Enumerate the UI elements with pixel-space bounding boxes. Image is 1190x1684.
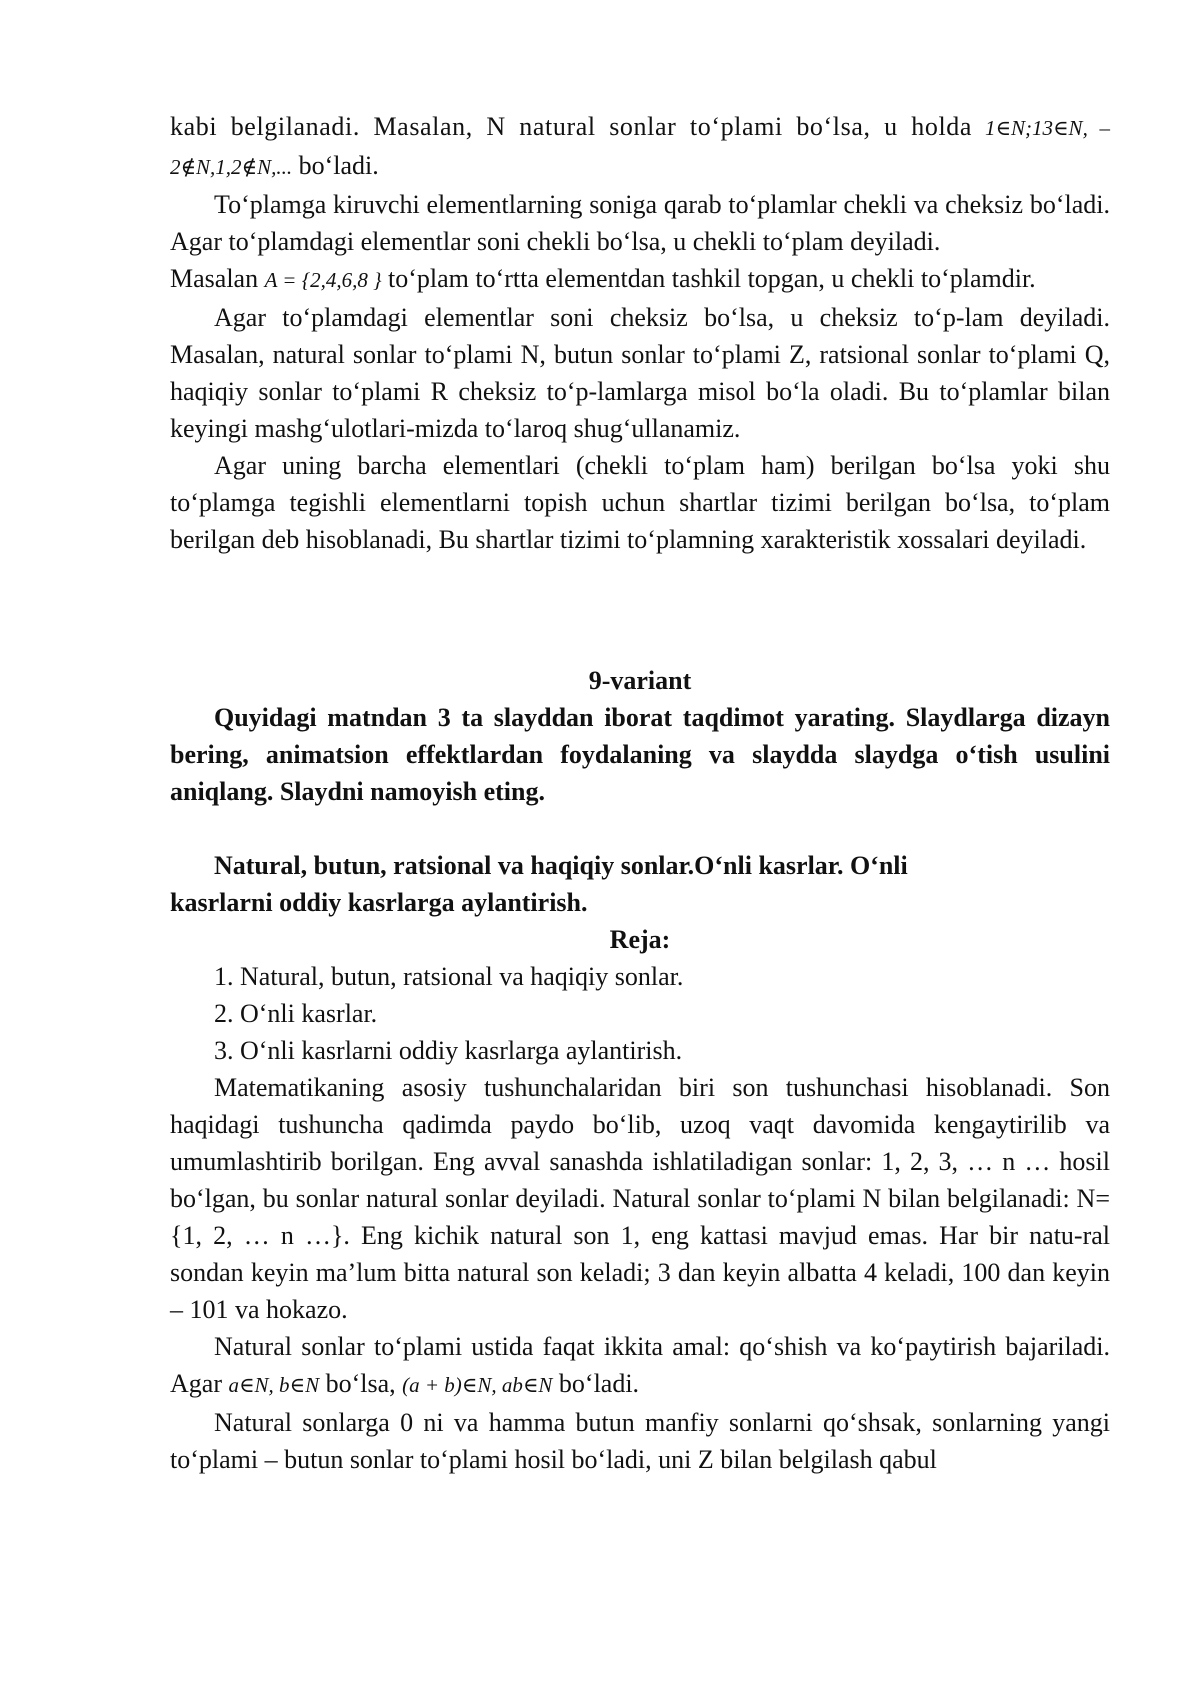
- math-expression: A = {2,4,6,8 }: [264, 268, 382, 292]
- variant-title: 9-variant: [588, 666, 692, 695]
- paragraph-operations: [170, 1328, 1110, 1404]
- paragraph-text: Natural sonlar to‘plami ustida faqat ikkita amal: qo‘shish va ko‘paytirish bajariladi. Agar: [170, 1332, 1110, 1398]
- spacer: [170, 810, 1110, 847]
- paragraph-text: to‘plam to‘rtta elementdan tashkil topgan, u chekli to‘plamdir.: [381, 264, 1036, 293]
- plan-item: 3. O‘nli kasrlarni oddiy kasrlarga aylantirish.: [214, 1036, 683, 1065]
- paragraph-finite-sets: To‘plamga kiruvchi elementlarning soniga qarab to‘plamlar chekli va cheksiz bo‘ladi. Agar to‘plamdagi elementlar soni chekli bo‘lsa, u chekli to‘plam deyiladi.: [170, 190, 1110, 256]
- math-expression: 1∈N;13∈N, – 2∉N,1,2∉N,...: [170, 116, 1111, 179]
- spacer: [170, 558, 1110, 662]
- paragraph-text: bo‘ladi.: [292, 151, 379, 180]
- paragraph-characteristic-properties: Agar uning barcha elementlari (chekli to‘plam ham) berilgan bo‘lsa yoki shu to‘plamga tegishli elementlarni topish uchun shartlar tizimi berilgan bo‘lsa, to‘plam berilgan deb hisoblanadi, Bu shartlar tizimi to‘plamning xarakteristik xossalari deyiladi.: [170, 451, 1110, 554]
- plan-item: 1. Natural, butun, ratsional va haqiqiy sonlar.: [214, 962, 684, 991]
- plan-title: Reja:: [609, 925, 671, 954]
- paragraph-integers: Natural sonlarga 0 ni va hamma butun manfiy sonlarni qo‘shsak, sonlarning yangi to‘plami – butun sonlar to‘plami hosil bo‘ladi, uni Z bilan belgilash qabul: [170, 1408, 1110, 1474]
- paragraph-text: bo‘ladi.: [552, 1369, 640, 1398]
- plan-item: 2. O‘nli kasrlar.: [214, 999, 378, 1028]
- paragraph-natural-numbers: Matematikaning asosiy tushunchalaridan biri son tushunchasi hisoblanadi. Son haqidagi tushuncha qadimda paydo bo‘lib, uzoq vaqt davomida kengaytirilib va umumlashtirib borilgan. Eng avval sanashda ishlatiladigan sonlar: 1, 2, 3, … n … hosil bo‘lgan, bu sonlar natural sonlar deyiladi. Natural sonlar to‘plami N bilan belgilanadi: N= {1, 2, … n …}. Eng kichik natural son 1, eng kattasi mavjud emas. Har bir natu-ral sondan keyin ma’lum bitta natural son keladi; 3 dan keyin albatta 4 keladi, 100 dan keyin – 101 va hokazo.: [170, 1073, 1110, 1324]
- paragraph-text: kabi belgilanadi. Masalan, N natural sonlar to‘plami bo‘lsa, u holda: [170, 112, 973, 141]
- paragraph-text: Masalan: [170, 264, 265, 293]
- paragraph-infinite-sets: Agar to‘plamdagi elementlar soni cheksiz bo‘lsa, u cheksiz to‘p-lam deyiladi. Masalan, natural sonlar to‘plami N, butun sonlar to‘plami Z, ratsional sonlar to‘plami Q, haqiqiy sonlar to‘plami R cheksiz to‘p-lamlarga misol bo‘la oladi. Bu to‘plamlar bilan keyingi mashg‘ulotlari-mizda to‘laroq shug‘ullanamiz.: [170, 303, 1110, 443]
- paragraph-finite-example: [170, 260, 1110, 299]
- math-expression: (a + b)∈N, ab∈N: [402, 1373, 553, 1397]
- topic-title-line2: kasrlarni oddiy kasrlarga aylantirish.: [170, 888, 588, 917]
- document-page: [170, 108, 1110, 1478]
- math-expression: a∈N, b∈N: [228, 1373, 320, 1397]
- paragraph-set-notation: [170, 108, 1110, 186]
- topic-title-line1: Natural, butun, ratsional va haqiqiy sonlar.O‘nli kasrlar. O‘nli: [214, 851, 908, 880]
- paragraph-text: bo‘lsa,: [319, 1369, 403, 1398]
- task-description: Quyidagi matndan 3 ta slayddan iborat taqdimot yarating. Slaydlarga dizayn bering, animatsion effektlardan foydalaning va slaydda slaydga o‘tish usulini aniqlang. Slaydni namoyish eting.: [170, 703, 1110, 806]
